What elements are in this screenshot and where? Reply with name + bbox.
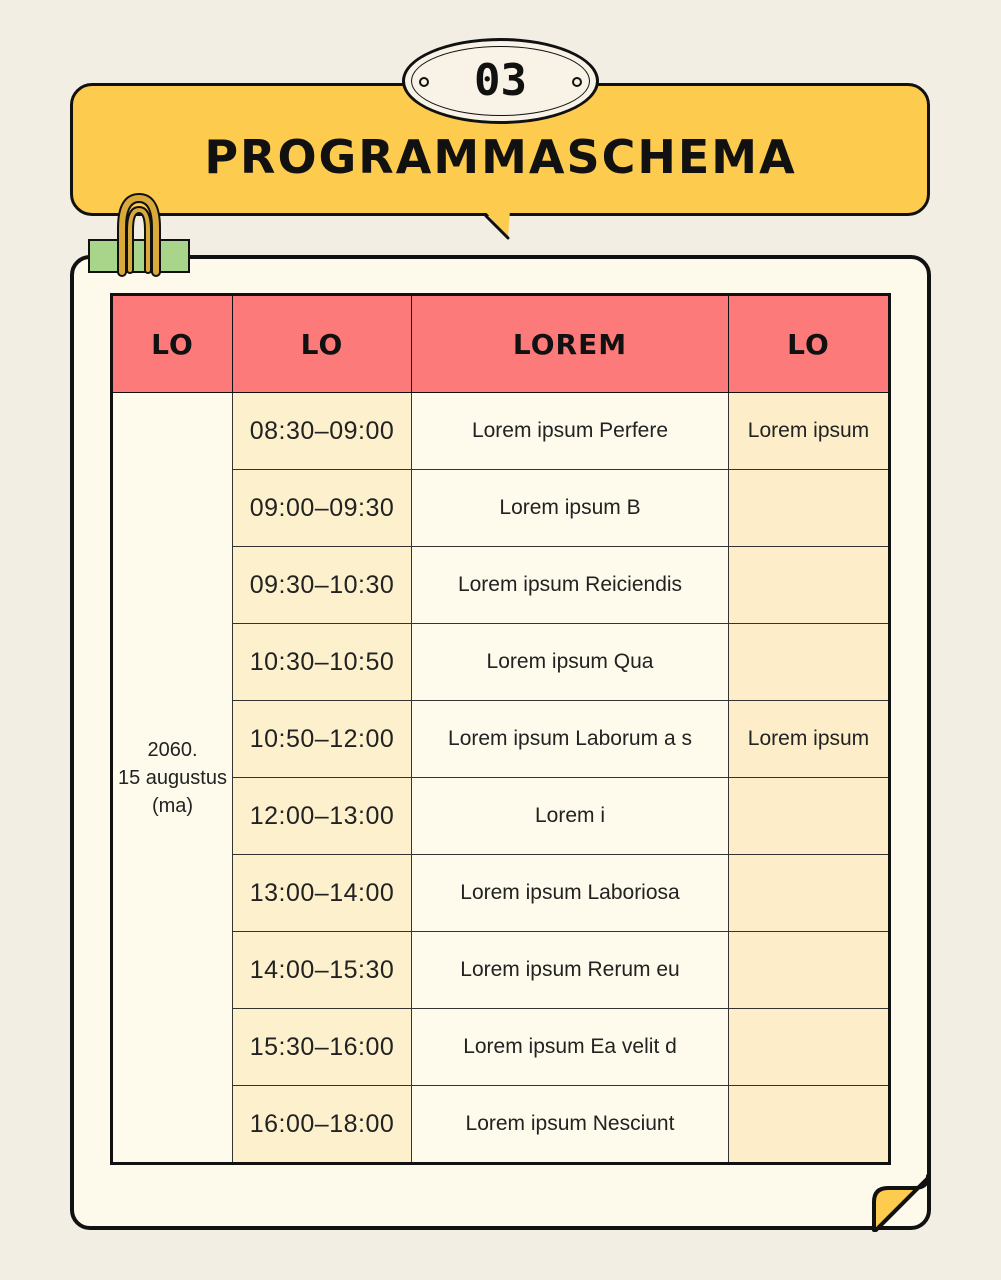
section-number: 03 bbox=[474, 55, 527, 106]
topic-cell: Lorem ipsum Laboriosa bbox=[412, 855, 729, 932]
time-cell: 10:50–12:00 bbox=[233, 701, 412, 778]
header-note: LO bbox=[729, 295, 890, 393]
topic-cell: Lorem ipsum Nesciunt bbox=[412, 1086, 729, 1164]
binder-clip-icon bbox=[86, 192, 192, 278]
topic-cell: Lorem i bbox=[412, 778, 729, 855]
time-cell: 15:30–16:00 bbox=[233, 1009, 412, 1086]
note-cell bbox=[729, 1009, 890, 1086]
date-cell bbox=[112, 393, 233, 1164]
note-cell bbox=[729, 1086, 890, 1164]
note-cell bbox=[729, 855, 890, 932]
topic-cell: Lorem ipsum Ea velit d bbox=[412, 1009, 729, 1086]
date-year: 2060. bbox=[147, 738, 198, 761]
time-cell: 12:00–13:00 bbox=[233, 778, 412, 855]
note-cell bbox=[729, 470, 890, 547]
note-cell bbox=[729, 932, 890, 1009]
note-cell: Lorem ipsum bbox=[729, 701, 890, 778]
topic-cell: Lorem ipsum Qua bbox=[412, 624, 729, 701]
topic-cell: Lorem ipsum B bbox=[412, 470, 729, 547]
date-day: 15 augustus bbox=[118, 766, 227, 789]
topic-cell: Lorem ipsum Perfere bbox=[412, 393, 729, 470]
topic-cell: Lorem ipsum Laborum a s bbox=[412, 701, 729, 778]
time-cell: 08:30–09:00 bbox=[233, 393, 412, 470]
note-cell: Lorem ipsum bbox=[729, 393, 890, 470]
time-cell: 13:00–14:00 bbox=[233, 855, 412, 932]
section-number-badge bbox=[402, 38, 599, 124]
time-cell: 10:30–10:50 bbox=[233, 624, 412, 701]
header-date: LO bbox=[112, 295, 233, 393]
schedule-table bbox=[110, 293, 891, 1165]
note-cell bbox=[729, 547, 890, 624]
note-cell bbox=[729, 624, 890, 701]
time-cell: 14:00–15:30 bbox=[233, 932, 412, 1009]
page-title: PROGRAMMASCHEMA bbox=[204, 130, 797, 184]
page-curl-icon bbox=[870, 1172, 932, 1232]
header-row bbox=[112, 295, 890, 393]
speech-tail bbox=[470, 210, 530, 244]
topic-cell: Lorem ipsum Reiciendis bbox=[412, 547, 729, 624]
topic-cell: Lorem ipsum Rerum eu bbox=[412, 932, 729, 1009]
date-weekday: (ma) bbox=[151, 794, 194, 817]
note-cell bbox=[729, 778, 890, 855]
time-cell: 16:00–18:00 bbox=[233, 1086, 412, 1164]
table-row bbox=[112, 393, 890, 470]
time-cell: 09:00–09:30 bbox=[233, 470, 412, 547]
header-topic: LOREM bbox=[412, 295, 729, 393]
header-time: LO bbox=[233, 295, 412, 393]
time-cell: 09:30–10:30 bbox=[233, 547, 412, 624]
